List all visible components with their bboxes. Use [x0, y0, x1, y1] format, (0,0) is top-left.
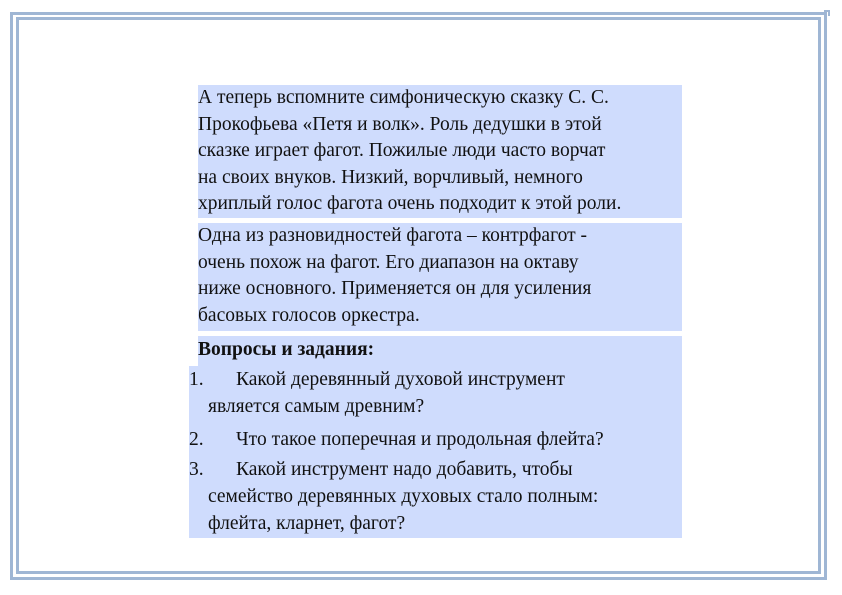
text-line: на своих внуков. Низкий, ворчливый, немного	[198, 166, 583, 188]
frame-corner-ornament	[824, 10, 830, 16]
text-line: басовых голосов оркестра.	[198, 304, 420, 326]
question-item	[189, 456, 682, 538]
text-line: Прокофьева «Петя и волк». Роль дедушки в этой	[198, 113, 602, 135]
question-number: 2.	[189, 429, 204, 450]
text-line: Одна из разновидностей фагота – контрфагот -	[198, 225, 587, 246]
question-text-continued: флейта, кларнет, фагот?	[208, 513, 406, 534]
text-line: сказке играет фагот. Пожилые люди часто ворчат	[198, 140, 606, 161]
text-line: А теперь вспомните симфоническую сказку С. С.	[198, 87, 609, 108]
question-text-continued: является самым древним?	[208, 396, 425, 417]
questions-heading: Вопросы и задания:	[198, 336, 682, 366]
question-text: Какой инструмент надо добавить, чтобы	[236, 459, 573, 480]
question-text: Что такое поперечная и продольная флейта?	[236, 429, 604, 450]
question-number: 1.	[189, 369, 204, 390]
question-text: Какой деревянный духовой инструмент	[236, 369, 565, 390]
question-text-continued: семейство деревянных духовых стало полным:	[208, 486, 599, 507]
text-line: хриплый голос фагота очень подходит к этой роли.	[198, 193, 622, 214]
question-number: 3.	[189, 459, 204, 480]
question-item	[189, 366, 682, 426]
paragraph-contrabassoon	[198, 223, 682, 331]
text-line: ниже основного. Применяется он для усиления	[198, 278, 592, 299]
question-item	[189, 426, 682, 456]
text-line: очень похож на фагот. Его диапазон на октаву	[198, 251, 579, 273]
paragraph-petya-and-wolf	[198, 85, 682, 218]
